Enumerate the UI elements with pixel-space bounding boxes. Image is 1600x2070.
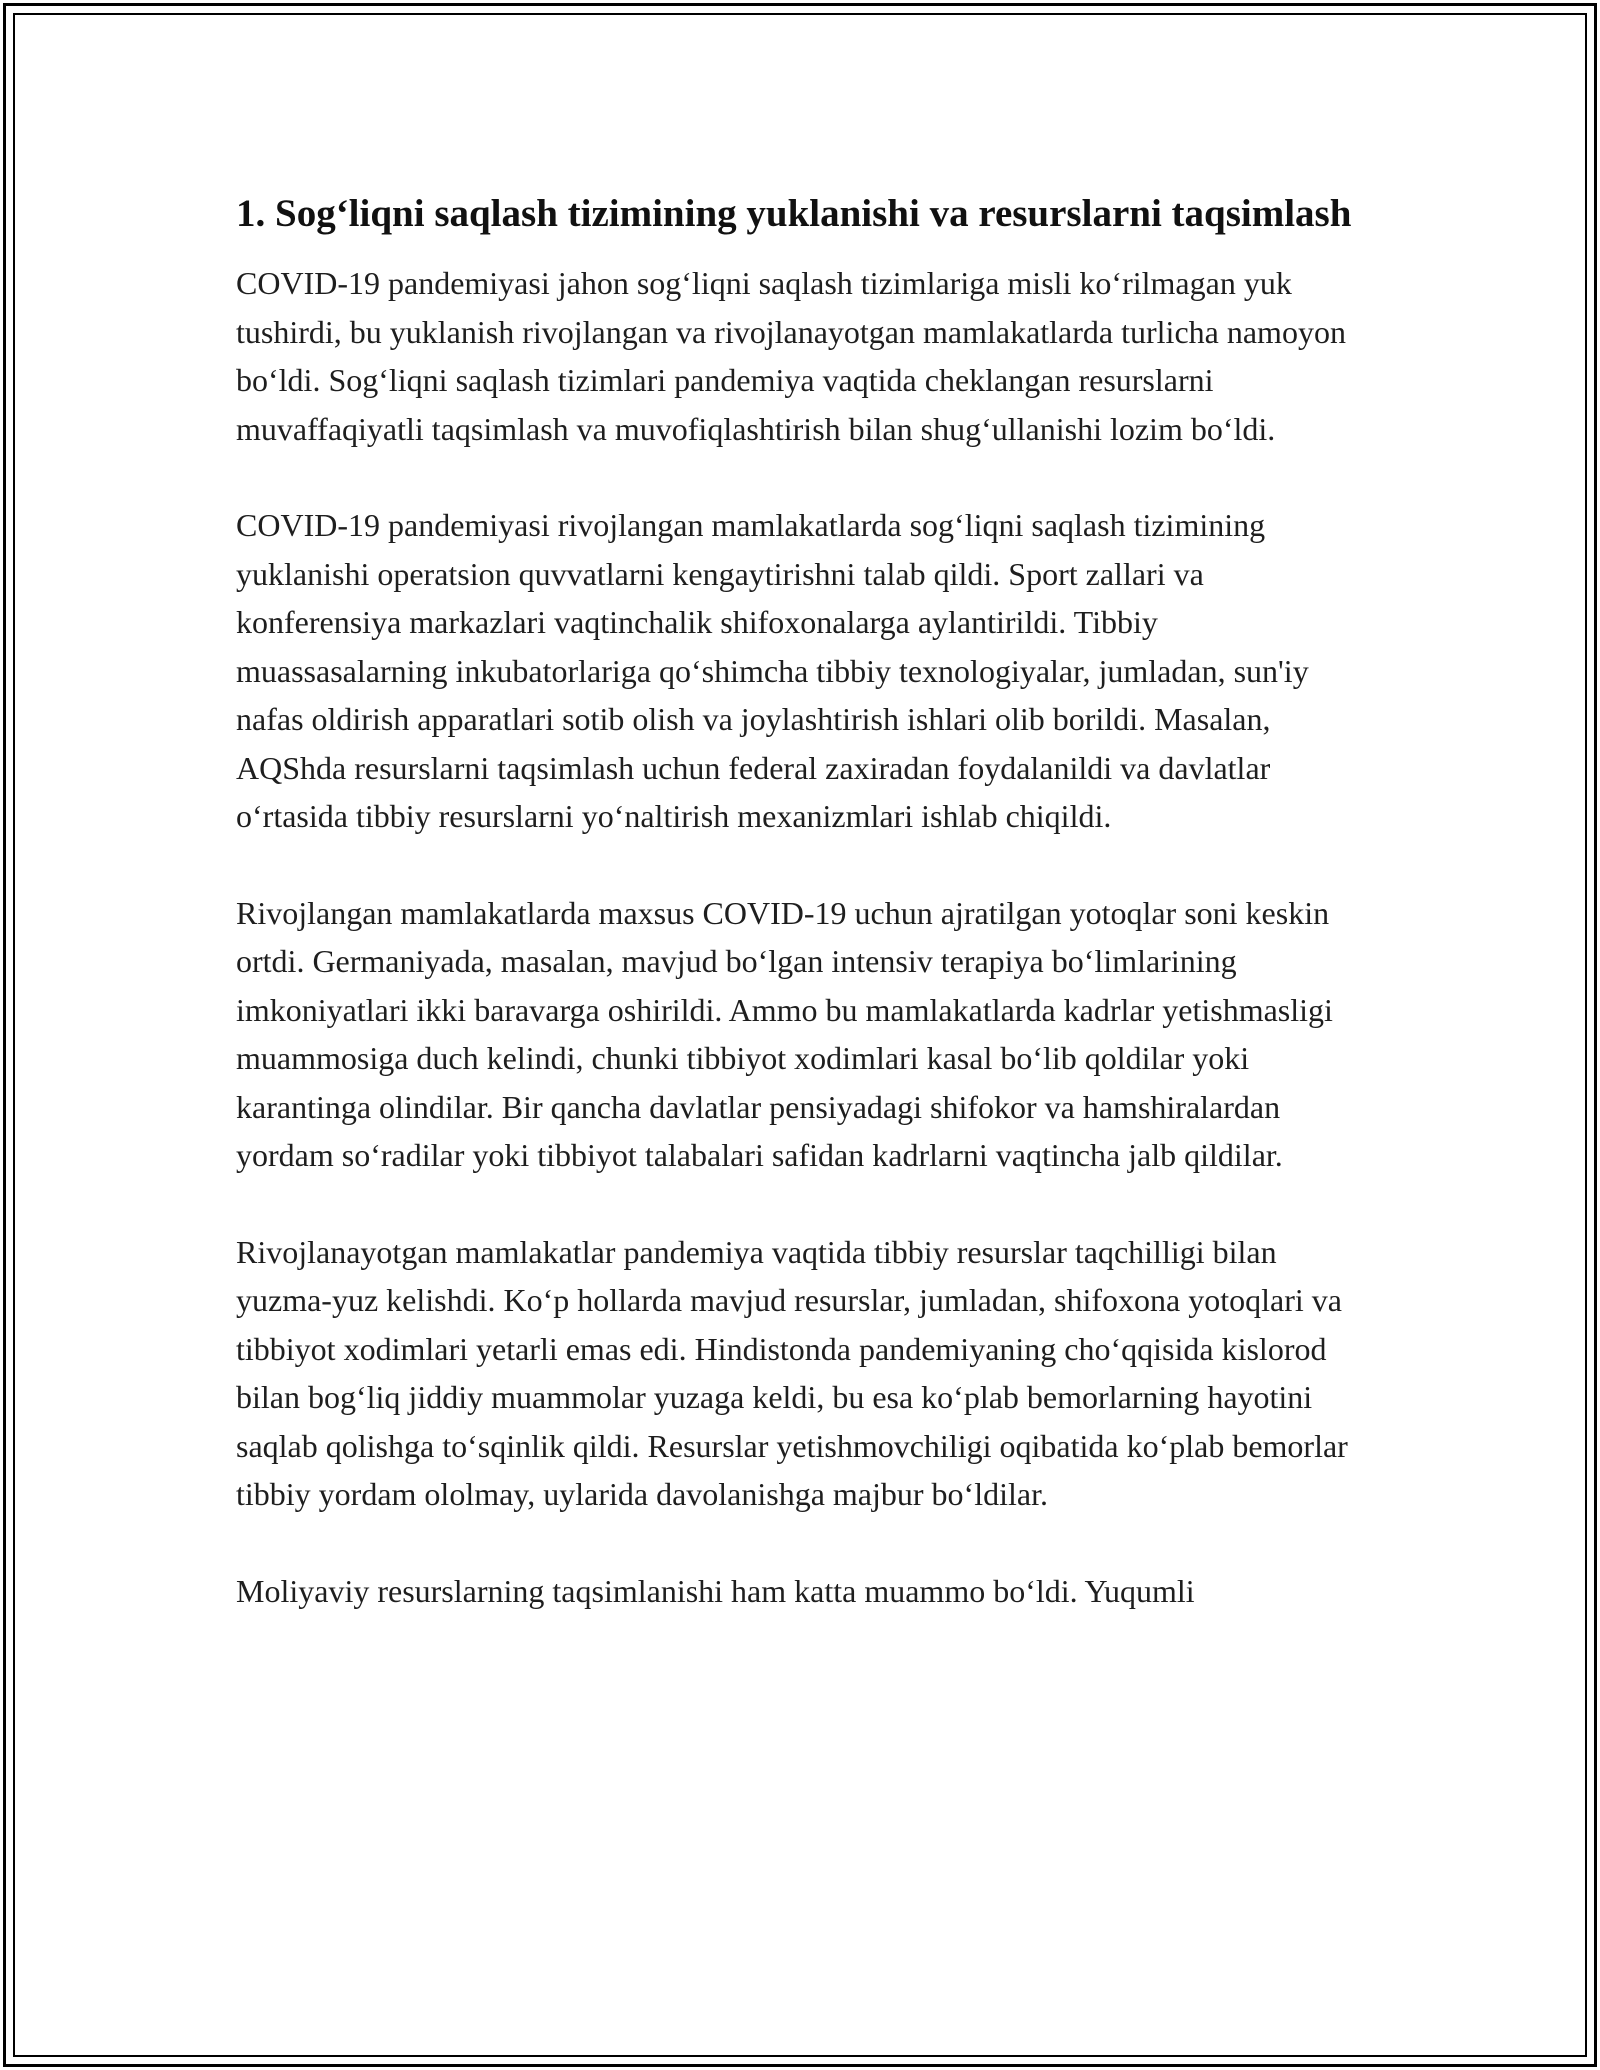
paragraph-financial-resources: Moliyaviy resurslarning taqsimlanishi ham katta muammo bo‘ldi. Yuqumli bbox=[236, 1572, 1195, 1609]
paragraph-developing-countries: Rivojlanayotgan mamlakatlar pandemiya vaqtida tibbiy resurslar taqchilligi bilan yuzma-yuz kelishdi. Ko‘p hollarda mavjud resurslar, jumladan, shifoxona yotoqlari va tibbiyot xodimlari yetarli emas edi. Hindistonda pandemiyaning cho‘qqisida kislorod bilan bog‘liq jiddiy muammolar yuzaga keldi, bu esa ko‘plab bemorlarning hayotini saqlab qolishga to‘sqinlik qildi. Resurslar yetishmovchiligi oqibatida ko‘plab bemorlar tibbiy yordam ololmay, uylarida davolanishga majbur bo‘ldilar. bbox=[236, 1233, 1348, 1512]
paragraph-developed-countries-capacity: COVID-19 pandemiyasi rivojlangan mamlakatlarda sog‘liqni saqlash tizimining yuklanishi operatsion quvvatlarni kengaytirishni talab qildi. Sport zallari va konferensiya markazlari vaqtinchalik shifoxonalarga aylantirildi. Tibbiy muassasalarning inkubatorlariga qo‘shimcha tibbiy texnologiyalar, jumladan, sun'iy nafas oldirish apparatlari sotib olish va joylashtirish ishlari olib borildi. Masalan, AQShda resurslarni taqsimlash uchun federal zaxiradan foydalanildi va davlatlar o‘rtasida tibbiy resurslarni yo‘naltirish mexanizmlari ishlab chiqildi. bbox=[236, 507, 1309, 834]
paragraph-beds-and-staff: Rivojlangan mamlakatlarda maxsus COVID-19 uchun ajratilgan yotoqlar soni keskin ortdi. Germaniyada, masalan, mavjud bo‘lgan intensiv terapiya bo‘limlarining imkoniyatlari ikki baravarga oshirildi. Ammo bu mamlakatlarda kadrlar yetishmasligi muammosiga duch kelindi, chunki tibbiyot xodimlari kasal bo‘lib qoldilar yoki karantinga olindilar. Bir qancha davlatlar pensiyadagi shifokor va hamshiralardan yordam so‘radilar yoki tibbiyot talabalari safidan kadrlarni vaqtincha jalb qildilar. bbox=[236, 894, 1333, 1173]
section-heading: 1. Sog‘liqni saqlash tizimining yuklanishi va resurslarni taqsimlash bbox=[236, 192, 1352, 235]
paragraph-intro: COVID-19 pandemiyasi jahon sog‘liqni saqlash tizimlariga misli ko‘rilmagan yuk tushirdi, bu yuklanish rivojlangan va rivojlanayotgan mamlakatlarda turlicha namoyon bo‘ldi. Sog‘liqni saqlash tizimlari pandemiya vaqtida cheklangan resurslarni muvaffaqiyatli taqsimlash va muvofiqlashtirish bilan shug‘ullanishi lozim bo‘ldi. bbox=[236, 265, 1346, 447]
document-body bbox=[236, 186, 1366, 1663]
